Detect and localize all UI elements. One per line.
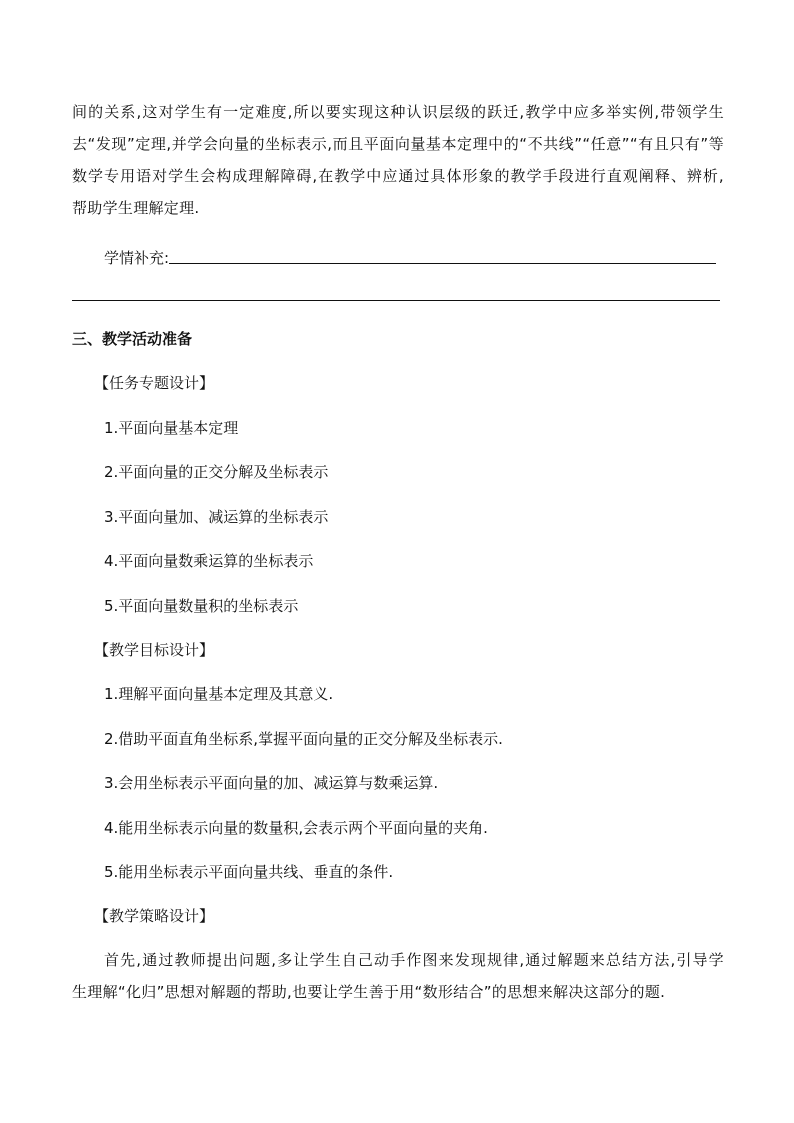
- task-item: 5.平面向量数量积的坐标表示: [104, 597, 299, 615]
- strategy-paragraph: [72, 944, 724, 1008]
- task-item: 2.平面向量的正交分解及坐标表示: [104, 463, 329, 481]
- paragraph-line: 生理解“化归”思想对解题的帮助,也要让学生善于用“数形结合”的思想来解决这部分的题.: [72, 983, 666, 1001]
- strategy-design-heading: 【教学策略设计】: [94, 907, 215, 925]
- goal-item: 2.借助平面直角坐标系,掌握平面向量的正交分解及坐标表示.: [104, 730, 503, 748]
- goal-item: 1.理解平面向量基本定理及其意义.: [104, 685, 334, 703]
- goal-item: 4.能用坐标表示向量的数量积,会表示两个平面向量的夹角.: [104, 819, 488, 837]
- student-situation-supplement: [104, 238, 716, 270]
- supplement-fill-line-2[interactable]: [72, 300, 720, 301]
- top-paragraph: [72, 96, 724, 224]
- goal-item: 5.能用坐标表示平面向量共线、垂直的条件.: [104, 863, 394, 881]
- task-item: 3.平面向量加、减运算的坐标表示: [104, 508, 329, 526]
- task-item: 1.平面向量基本定理: [104, 419, 239, 437]
- paragraph-line: 首先,通过教师提出问题,多让学生自己动手作图来发现规律,通过解题来总结方法,引导学: [104, 951, 724, 969]
- goal-item: 3.会用坐标表示平面向量的加、减运算与数乘运算.: [104, 774, 439, 792]
- paragraph-line: 数学专用语对学生会构成理解障碍,在教学中应通过具体形象的教学手段进行直观阐释、辨析,: [72, 167, 724, 185]
- task-item: 4.平面向量数乘运算的坐标表示: [104, 552, 314, 570]
- supplement-fill-line[interactable]: [169, 244, 716, 264]
- goal-design-heading: 【教学目标设计】: [94, 641, 215, 659]
- paragraph-line: 间的关系,这对学生有一定难度,所以要实现这种认识层级的跃迁,教学中应多举实例,带领学生: [72, 103, 724, 121]
- paragraph-line: 去“发现”定理,并学会向量的坐标表示,而且平面向量基本定理中的“不共线”“任意”“有且只有”等: [72, 135, 724, 153]
- supplement-label: 学情补充:: [104, 249, 170, 267]
- paragraph-line: 帮助学生理解定理.: [72, 199, 200, 217]
- section-heading: 三、教学活动准备: [72, 330, 193, 348]
- task-design-heading: 【任务专题设计】: [94, 374, 215, 392]
